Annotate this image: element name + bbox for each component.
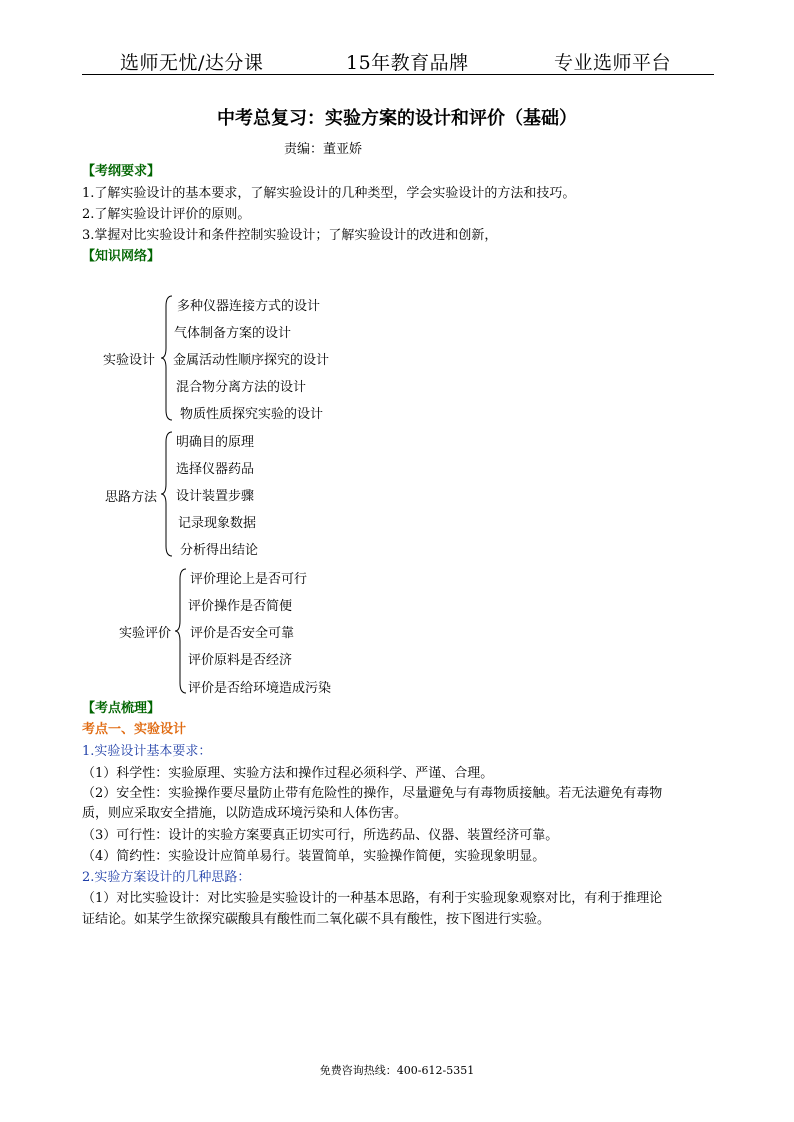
mindmap-item: 选择仪器药品 (176, 462, 255, 477)
mindmap-item: 物质性质探究实验的设计 (180, 407, 324, 422)
syllabus-item: 2.了解实验设计评价的原则。 (82, 207, 251, 222)
mindmap-label: 实验评价 (119, 626, 172, 641)
review-heading: 【考点梳理】 (82, 701, 161, 716)
header-brand-left: 选师无忧/达分课 (120, 52, 264, 74)
mindmap-item: 设计装置步骤 (176, 489, 255, 504)
mindmap-item: 混合物分离方法的设计 (176, 380, 307, 395)
subheading-approaches: 2.实验方案设计的几种思路： (82, 870, 251, 885)
kaodian-heading: 考点一、实验设计 (82, 722, 187, 737)
brace-icon (160, 430, 174, 558)
mindmap-item: 分析得出结论 (180, 543, 259, 558)
page-title: 中考总复习：实验方案的设计和评价（基础） (217, 108, 577, 129)
mindmap-item: 金属活动性顺序探究的设计 (173, 353, 330, 368)
mindmap-label: 实验设计 (103, 353, 156, 368)
mindmap-item: 记录现象数据 (178, 516, 257, 531)
editor-credit: 责编：董亚娇 (284, 142, 363, 157)
mindmap-item: 评价是否给环境造成污染 (188, 681, 332, 696)
requirement-line: （2）安全性：实验操作要尽量防止带有危险性的操作，尽量避免与有毒物质接触。若无法避免有毒物 (82, 786, 663, 801)
mindmap-item: 评价是否安全可靠 (190, 626, 295, 641)
syllabus-heading: 【考纲要求】 (82, 164, 161, 179)
approach-line: （1）对比实验设计：对比实验是实验设计的一种基本思路，有利于实验现象观察对比，有利于推理论 (82, 891, 663, 906)
header-divider (82, 74, 714, 75)
brace-icon (160, 294, 174, 422)
requirement-line: （1）科学性：实验原理、实验方法和操作过程必须科学、严谨、合理。 (82, 766, 494, 781)
approach-line: 证结论。如某学生欲探究碳酸具有酸性而二氧化碳不具有酸性，按下图进行实验。 (82, 912, 551, 927)
footer-hotline: 免费咨询热线：400-612-5351 (319, 1064, 475, 1077)
syllabus-item: 3.掌握对比实验设计和条件控制实验设计；了解实验设计的改进和创新， (82, 228, 498, 243)
requirement-line: （4）简约性：实验设计应简单易行。装置简单，实验操作简便，实验现象明显。 (82, 849, 546, 864)
mindmap-item: 评价操作是否简便 (188, 599, 293, 614)
syllabus-item: 1.了解实验设计的基本要求，了解实验设计的几种类型，学会实验设计的方法和技巧。 (82, 186, 576, 201)
mindmap-item: 明确目的原理 (176, 435, 255, 450)
mindmap-item: 气体制备方案的设计 (174, 326, 292, 341)
header-brand-right: 专业选师平台 (554, 52, 672, 74)
requirement-line: 质，则应采取安全措施，以防造成环境污染和人体伤害。 (82, 806, 408, 821)
subheading-requirements: 1.实验设计基本要求： (82, 744, 212, 759)
mindmap-item: 评价原料是否经济 (188, 653, 293, 668)
network-heading: 【知识网络】 (82, 249, 161, 264)
header-brand-center: 15年教育品牌 (346, 52, 469, 74)
mindmap-item: 评价理论上是否可行 (190, 572, 308, 587)
requirement-line: （3）可行性：设计的实验方案要真正切实可行，所选药品、仪器、装置经济可靠。 (82, 828, 559, 843)
brace-icon (174, 567, 188, 695)
mindmap-item: 多种仪器连接方式的设计 (177, 299, 321, 314)
mindmap-label: 思路方法 (105, 490, 158, 505)
